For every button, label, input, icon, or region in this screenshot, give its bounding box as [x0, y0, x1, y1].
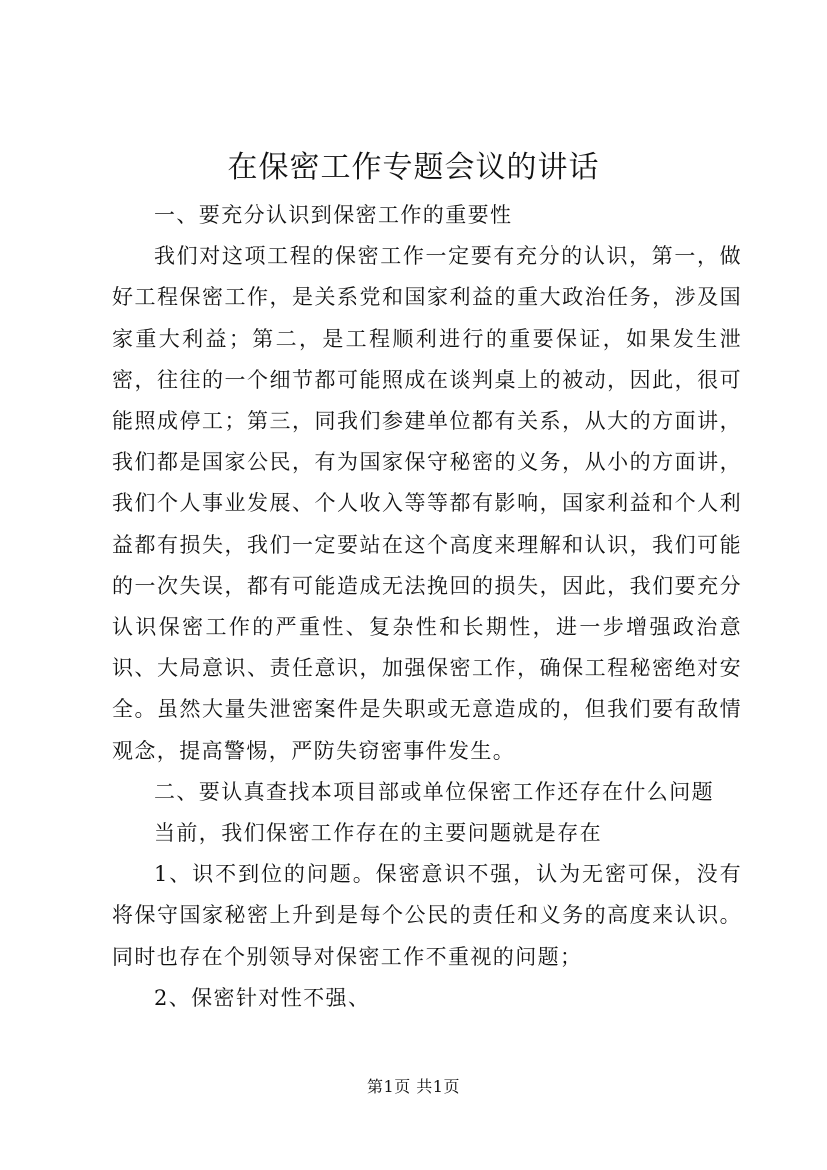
- page-number-footer: 第1页 共1页: [367, 1077, 460, 1096]
- list-item-2: 2、保密针对性不强、: [154, 985, 371, 1010]
- body-paragraph: 当前，我们保密工作存在的主要问题就是存在: [154, 821, 602, 846]
- section-heading-2: 二、要认真查找本项目部或单位保密工作还存在什么问题: [154, 779, 714, 804]
- body-paragraph: 我们对这项工程的保密工作一定要有充分的认识，第一，做好工程保密工作，是关系党和国家利益的重大政治任务，涉及国家重大利益；第二，是工程顺利进行的重要保证，如果发生泄密，往往的一个细节都可能照成在谈判桌上的被动，因此，很可能照成停工；第三，同我们参建单位都有关系，从大的方面讲，我们都是国家公民，有为国家保守秘密的义务，从小的方面讲，我们个人事业发展、个人收入等等都有影响，国家利益和个人利益都有损失，我们一定要站在这个高度来理解和认识，我们可能的一次失误，都有可能造成无法挽回的损失，因此，我们要充分认识保密工作的严重性、复杂性和长期性，进一步增强政治意识、大局意识、责任意识，加强保密工作，确保工程秘密绝对安全。虽然大量失泄密案件是失职或无意造成的，但我们要有敌情观念，提高警惕，严防失窃密事件发生。: [112, 244, 742, 763]
- section-heading-1: 一、要充分认识到保密工作的重要性: [154, 203, 513, 227]
- list-item-1: 1、识不到位的问题。保密意识不强，认为无密可保，没有将保守国家秘密上升到是每个公民的责任和义务的高度来认识。同时也存在个别领导对保密工作不重视的问题；: [112, 862, 742, 969]
- document-title: 在保密工作专题会议的讲话: [227, 150, 600, 185]
- document-body: [112, 195, 742, 1019]
